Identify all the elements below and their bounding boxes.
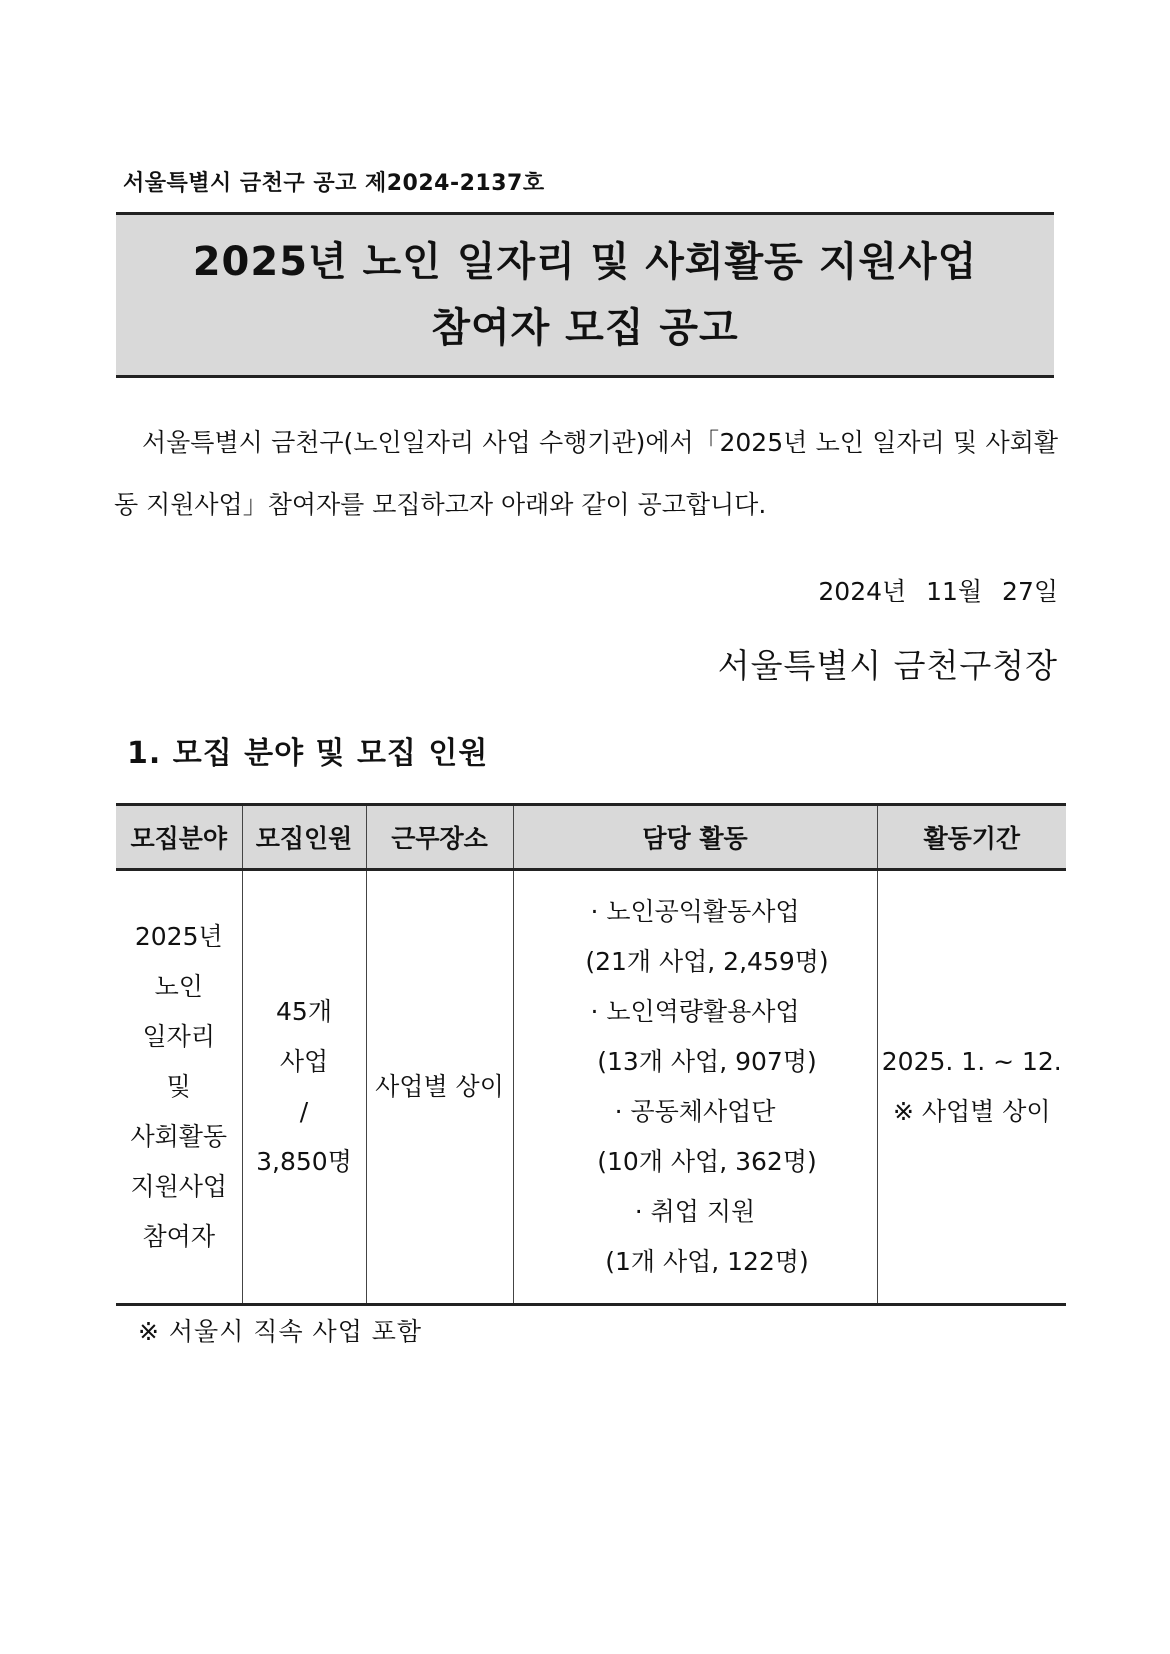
activity-name: · 취업 지원 xyxy=(634,1197,756,1226)
title-line-1: 2025년 노인 일자리 및 사회활동 지원사업 xyxy=(192,239,978,285)
count-line: 사업 xyxy=(279,1047,329,1076)
field-line: 지원사업 xyxy=(130,1172,228,1201)
field-line: 및 xyxy=(166,1072,191,1101)
header-location: 근무장소 xyxy=(366,805,513,870)
field-line: 2025년 xyxy=(134,922,223,951)
intro-paragraph: 서울특별시 금천구(노인일자리 사업 수행기관)에서「2025년 노인 일자리 및 사회활동 지원사업」참여자를 모집하고자 아래와 같이 공고합니다. xyxy=(114,428,1058,519)
title-line-2: 참여자 모집 공고 xyxy=(431,305,739,351)
activity-name: · 노인역량활용사업 xyxy=(590,997,800,1026)
cell-location: 사업별 상이 xyxy=(366,870,513,1305)
activity-detail: (13개 사업, 907명) xyxy=(597,1047,817,1076)
field-line: 노인 xyxy=(154,972,203,1001)
title-box xyxy=(116,212,1054,378)
period-line: 2025. 1. ~ 12. xyxy=(881,1047,1062,1076)
count-line: 3,850명 xyxy=(256,1147,352,1176)
table-header-row xyxy=(116,805,1066,870)
count-line: / xyxy=(299,1097,309,1126)
notice-number: 서울특별시 금천구 공고 제2024-2137호 xyxy=(123,171,545,196)
activity-detail: (10개 사업, 362명) xyxy=(597,1147,817,1176)
field-line: 일자리 xyxy=(142,1022,215,1051)
notice-date: 2024년 11월 27일 xyxy=(818,577,1058,606)
field-line: 참여자 xyxy=(142,1222,215,1251)
section-1-title: 1. 모집 분야 및 모집 인원 xyxy=(127,736,489,771)
count-line: 45개 xyxy=(276,997,332,1026)
cell-period xyxy=(877,870,1066,1305)
header-activities: 담당 활동 xyxy=(513,805,877,870)
cell-count xyxy=(242,870,366,1305)
cell-activities xyxy=(513,870,877,1305)
period-line: ※ 사업별 상이 xyxy=(892,1097,1051,1126)
header-period: 활동기간 xyxy=(877,805,1066,870)
footnote: ※ 서울시 직속 사업 포함 xyxy=(138,1317,423,1346)
header-count: 모집인원 xyxy=(242,805,366,870)
activity-name: · 공동체사업단 xyxy=(614,1097,776,1126)
activity-detail: (1개 사업, 122명) xyxy=(605,1247,809,1276)
issuer-name: 서울특별시 금천구청장 xyxy=(717,646,1058,685)
field-line: 사회활동 xyxy=(130,1122,228,1151)
activity-name: · 노인공익활동사업 xyxy=(590,897,800,926)
activity-detail: (21개 사업, 2,459명) xyxy=(585,947,829,976)
table-row xyxy=(116,870,1066,1305)
recruitment-table xyxy=(116,803,1066,1306)
cell-field xyxy=(116,870,242,1305)
header-field: 모집분야 xyxy=(116,805,242,870)
